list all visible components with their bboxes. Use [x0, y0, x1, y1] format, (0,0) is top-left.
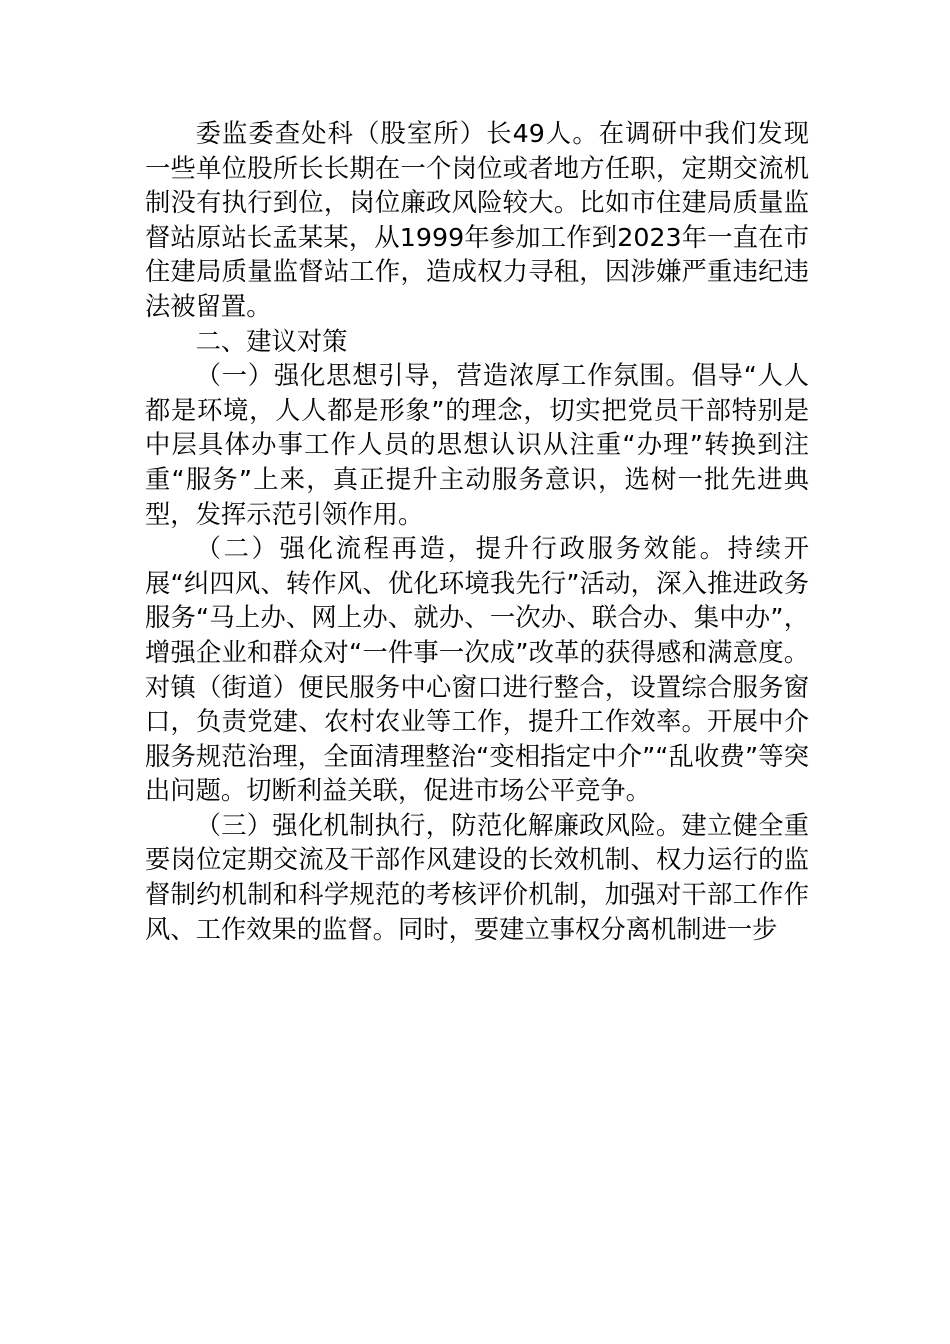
paragraph-measure-3: （三）强化机制执行，防范化解廉政风险。建立健全重要岗位定期交流及干部作风建设的长效机制、权力运行的监督制约机制和科学规范的考核评价机制，加强对干部工作作风、工作效果的监督。同时，要建立事权分离机制进一步 [145, 810, 809, 944]
paragraph-measure-1: （一）强化思想引导，营造浓厚工作氛围。倡导“人人都是环境，人人都是形象”的理念，切实把党员干部特别是中层具体办事工作人员的思想认识从注重“办理”转换到注重“服务”上来，真正提升主动服务意识，选树一批先进典型，发挥示范引领作用。 [145, 361, 809, 529]
paragraph-continuation: 委监委查处科（股室所）长49人。在调研中我们发现一些单位股所长长期在一个岗位或者地方任职，定期交流机制没有执行到位，岗位廉政风险较大。比如市住建局质量监督站原站长孟某某，从1999年参加工作到2023年一直在市住建局质量监督站工作，造成权力寻租，因涉嫌严重违纪违法被留置。 [145, 119, 809, 321]
paragraph-measure-2: （二）强化流程再造，提升行政服务效能。持续开展“纠四风、转作风、优化环境我先行”活动，深入推进政务服务“马上办、网上办、就办、一次办、联合办、集中办”，增强企业和群众对“一件事一次成”改革的获得感和满意度。对镇（街道）便民服务中心窗口进行整合，设置综合服务窗口，负责党建、农村农业等工作，提升工作效率。开展中介服务规范治理，全面清理整治“变相指定中介”“乱收费”等突出问题。切断利益关联，促进市场公平竞争。 [145, 534, 809, 806]
document-body [145, 117, 809, 947]
section-heading: 二、建议对策 [195, 326, 348, 356]
